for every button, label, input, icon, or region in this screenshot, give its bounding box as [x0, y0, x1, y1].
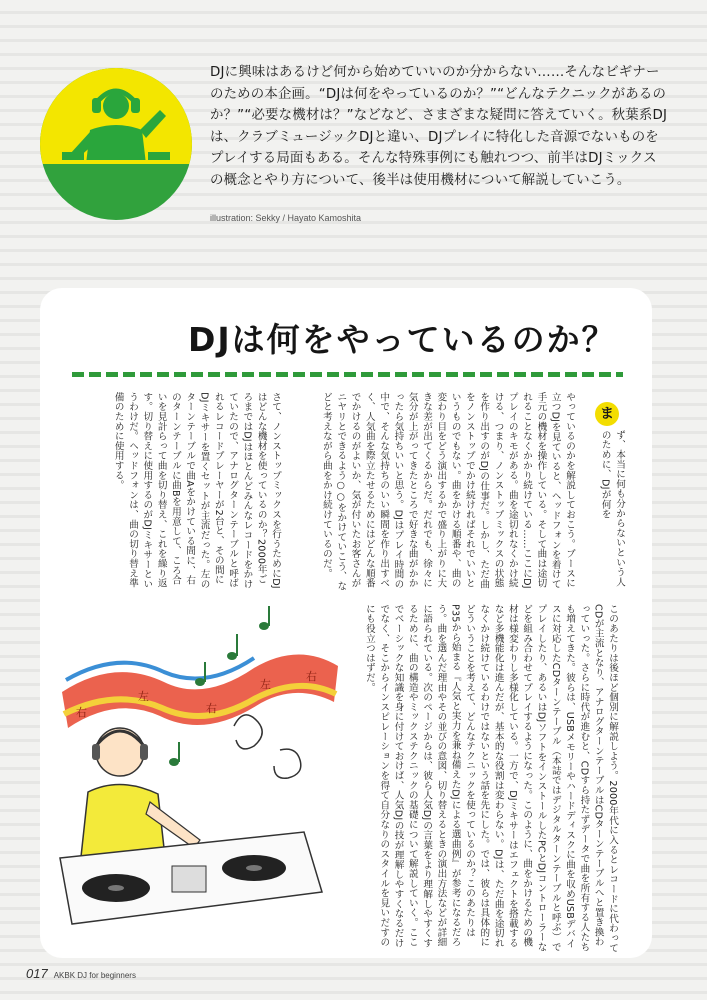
body-column-3: このあたりは後ほど個別に解説しよう。2000年代に入るとレコードに代わってCDが主流となり、アナログターンテーブルはCDターンテーブルへと置き換わっていった。さらに時代が進むと、CDすら持たずデータで曲を所有する人たちも増えてきた。彼らは、USBメモリーやハードディスクに曲を収めUSBデバイスに対応したCDターンテーブル（本誌ではデジタルターンテーブルと呼ぶ）でプレイしたり、あるいはDJソフトをインストールしたPCとDJコントローラーなどを組み合わせてプレイするようになった。このように、曲をかけるための機材は様変わりし多様化している。一方で、DJミキサーはエフェクトを搭載するなど多機能化は進んだが、基本的な役割は変わらない。DJは、ただ曲を途切れなくかけ続けているわけではないという話を先にした。では、彼らは具体的にどういうことを考えて、どんなテクニックを使っているのか？このあたりはP35から始まる『人気と実力を兼ね備えたDJによる選曲例』が参考になるだろう。曲を選んだ理由やその並びの意図、切り替えるときの演出方法などが詳細に語られている。次のページからは、彼ら人気DJの言葉をより理解しやすくするために、曲の構造やミックステクニックの基礎について解説していく。ここでベーシックな知識を身に付けておけば、人気DJの技が理解しやすくなるだけでなく、そこからインスピレーションを得て自分なりのスタイルを見いだすのにも役立つはずだ。: [363, 604, 618, 953]
body-column-2: さて、ノンストップミックスを行うためにDJはどんな機材を使っているのか？2000年ごろまではDJはほとんどみんなレコードをかけていたので、アナログターンテーブルと呼ばれるレコードプレーヤーが2台と、その間にDJミキサーを置くセットが主流だった。左のターンテーブルで曲Aをかけている間に、右のターンテーブルに曲Bを用意して、ころ合いを見計らって曲を切り替え、これを繰り返す。切り替えに使用するのがDJミキサーというわけだ。ヘッドフォンは、曲の切り替え準備のために使用する。: [112, 392, 281, 589]
ribbon-label: 右: [306, 670, 317, 683]
dj-logo-icon: [40, 68, 192, 220]
ribbon-label: 左: [260, 678, 271, 691]
section-title: DJは何をやっているのか？: [188, 320, 617, 359]
page-footer: [26, 966, 136, 981]
dropcap: ま: [595, 402, 619, 426]
ribbon-label: 左: [138, 690, 149, 703]
dj-illustration: [54, 596, 342, 936]
intro-text: DJに興味はあるけど何から始めていいのか分からない……そんなビギナーのための本企画。“DJは何をやっているのか？”“どんなテクニックがあるのか？”“必要な機材は？”などなど、さまざまな疑問に答えていく。秋葉系DJは、クラブミュージックDJと違い、DJプレイに特化した音源でないものをプレイする局面もある。そんな特殊事例にも触れつつ、前半はDJミックスの概念とやり方について、後半は使用機材について解説していこう。: [210, 65, 668, 188]
page-tag: AKBK DJ for beginners: [53, 971, 136, 980]
body-column-1a: ず、本当に何も分からないという人のために、DJが何を: [599, 430, 625, 587]
dashed-divider: [72, 372, 623, 377]
ribbon-label: 右: [76, 706, 87, 719]
page-number: 017: [26, 966, 48, 981]
ribbon-label: 右: [206, 702, 217, 715]
body-column-1b: やっているのかを解説しておこう。ブースに立つDJを見ていると、ヘッドフォンを着けて手元の機材を操作している。そして曲は途切れることなくかかり続けている……ここにDJプレイのキモがある。曲を途切れなくかけ続ける、つまり、ノンストップミックスの状態を作り出すのがDJの仕事だ。しかし、ただ曲をノンストップでかけ続ければそれでいいというものでもない。曲をかける順番や、曲の変わり目をどう演出するかで盛り上がりに大きな差が出てくるからだ。だれでも、徐々に気分が上がってきたところで好きな曲がかかったら気持ちいいと思う。DJはプレイ時間の中で、そんな気持ちのいい瞬間を作り出すべく、人気曲を際立たせるためにはどんな順番でかけるのがよいか、気が付いたお客さんがニヤリとできるよう○○をかけていこう、などと考えながら曲をかけ続けているのだ。: [320, 392, 575, 591]
illustration-credit: illustration: Sekky / Hayato Kamoshita: [210, 213, 362, 223]
